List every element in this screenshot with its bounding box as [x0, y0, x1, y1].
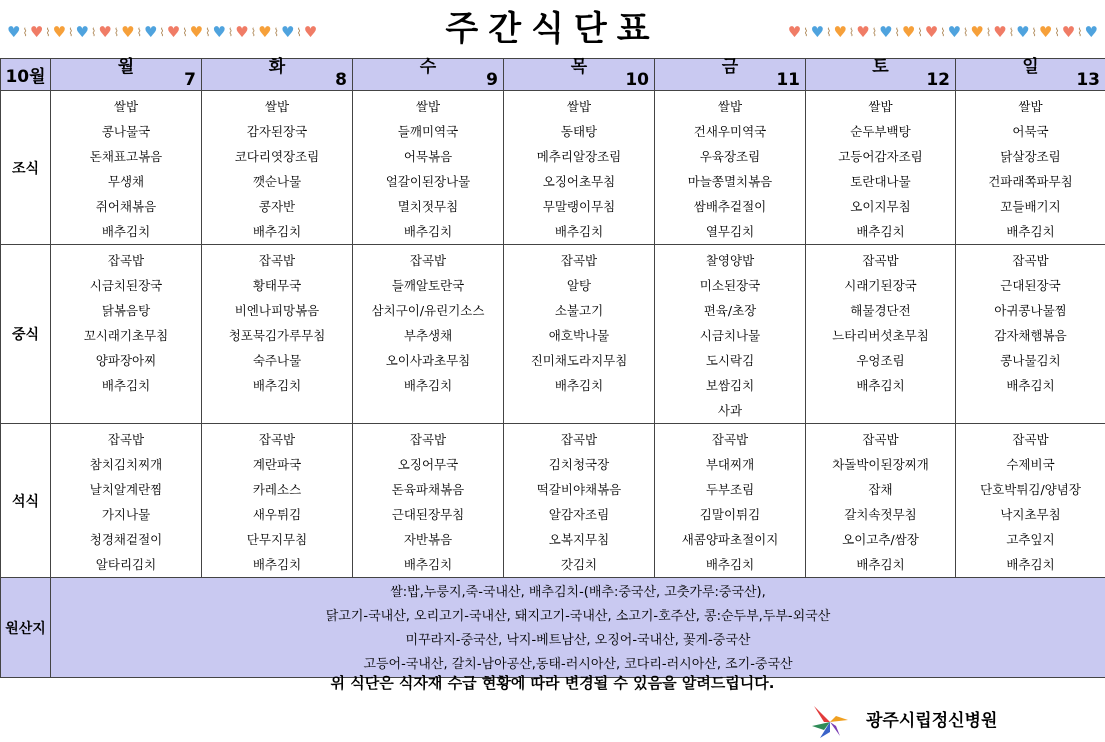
menu-cell — [655, 424, 806, 578]
menu-item: 잡채 — [868, 482, 893, 497]
menu-item: 단무지무침 — [246, 532, 308, 547]
menu-item: 청포묵김가루무침 — [228, 328, 326, 343]
meal-label: 중식 — [1, 245, 51, 424]
origin-line: 미꾸라지-중국산, 낙지-베트남산, 오징어-국내산, 꽃게-중국산 — [405, 633, 751, 648]
menu-item: 자반볶음 — [403, 532, 453, 547]
hospital-name: 광주시립정신병원 — [866, 711, 998, 731]
day-header-thu — [504, 59, 655, 91]
menu-item: 차돌박이된장찌개 — [832, 457, 929, 472]
menu-item: 무말랭이무침 — [542, 199, 616, 214]
menu-cell — [51, 91, 202, 245]
menu-item: 청경채겉절이 — [89, 532, 163, 547]
day-header-tue — [202, 59, 353, 91]
menu-item: 닭살장조림 — [1000, 149, 1061, 164]
meal-label: 조식 — [1, 91, 51, 245]
menu-item: 잡곡밥 — [409, 432, 447, 447]
menu-item: 배추김치 — [554, 224, 604, 239]
menu-cell — [51, 245, 202, 424]
menu-item: 배추김치 — [856, 557, 905, 572]
menu-cell — [353, 91, 504, 245]
day-header-sat — [806, 59, 956, 91]
menu-item: 삼치구이/유린기소스 — [371, 303, 485, 318]
menu-item: 잡곡밥 — [1012, 432, 1049, 447]
menu-item: 가지나물 — [101, 507, 151, 522]
menu-item: 떡갈비야채볶음 — [536, 482, 622, 497]
menu-item: 진미채도라지무침 — [530, 353, 628, 368]
menu-item: 근대된장무침 — [391, 507, 465, 522]
menu-item: 편육/초장 — [703, 303, 757, 318]
notice-text: 위 식단은 식자재 수급 현황에 따라 변경될 수 있음을 알려드립니다. — [330, 674, 775, 692]
day-name: 화 — [268, 57, 286, 77]
menu-item: 배추김치 — [1006, 557, 1055, 572]
menu-item: 돈육파채볶음 — [391, 482, 465, 497]
menu-item: 쥐어채볶음 — [95, 199, 157, 214]
menu-cell — [806, 245, 956, 424]
menu-item: 두부조림 — [705, 482, 755, 497]
menu-item: 건파래쪽파무침 — [988, 174, 1073, 189]
menu-item: 잡곡밥 — [107, 432, 145, 447]
menu-cell — [655, 91, 806, 245]
menu-item: 배추김치 — [856, 378, 905, 393]
menu-item: 수제비국 — [1006, 457, 1055, 472]
menu-item: 사과 — [717, 403, 743, 418]
menu-item: 잡곡밥 — [409, 253, 447, 268]
menu-item: 우육장조림 — [699, 149, 761, 164]
menu-item: 오징어초무침 — [542, 174, 616, 189]
heart-garland-right-icon: ♥ ⌇ ♥ ⌇ ♥ ⌇ ♥ ⌇ ♥ ⌇ ♥ ⌇ ♥ ⌇ ♥ ⌇ ♥ ⌇ ♥ ⌇ ♥ ⌇ ♥ ⌇ ♥ ⌇ ♥ — [787, 22, 1098, 41]
origin-line: 닭고기-국내산, 오리고기-국내산, 돼지고기-국내산, 소고기-호주산, 콩:순두부,두부-외국산 — [325, 609, 831, 624]
menu-item: 잡곡밥 — [560, 253, 598, 268]
origin-line: 쌀:밥,누룽지,죽-국내산, 배추김치-(배추:중국산, 고춧가루:중국산), — [390, 585, 766, 600]
menu-item: 김말이튀김 — [699, 507, 761, 522]
day-name: 금 — [721, 57, 739, 77]
menu-item: 잡곡밥 — [107, 253, 145, 268]
menu-item: 마늘쫑멸치볶음 — [687, 174, 773, 189]
page-title: 주간식단표 — [445, 9, 660, 49]
meal-row-dinner — [1, 424, 1105, 578]
menu-item: 배추김치 — [101, 224, 151, 239]
day-name: 토 — [872, 57, 889, 77]
menu-item: 쌀밥 — [717, 99, 743, 114]
day-header-wed — [353, 59, 504, 91]
menu-item: 근대된장국 — [1000, 278, 1061, 293]
day-date: 12 — [926, 70, 950, 90]
menu-item: 메추리알장조림 — [536, 149, 622, 164]
menu-item: 양파장아찌 — [95, 353, 157, 368]
menu-item: 쌀밥 — [113, 99, 139, 114]
menu-item: 배추김치 — [403, 378, 453, 393]
menu-cell — [655, 245, 806, 424]
menu-item: 잡곡밥 — [711, 432, 749, 447]
menu-item: 배추김치 — [101, 378, 151, 393]
day-date: 7 — [184, 70, 196, 90]
menu-cell — [202, 91, 353, 245]
menu-item: 새콤양파초절이지 — [681, 532, 779, 547]
menu-item: 참치김치찌개 — [89, 457, 163, 472]
menu-item: 보쌈김치 — [705, 378, 755, 393]
menu-item: 토란대나물 — [850, 174, 911, 189]
menu-item: 오복지무침 — [548, 532, 610, 547]
menu-item: 잡곡밥 — [258, 432, 296, 447]
day-header-mon — [51, 59, 202, 91]
menu-item: 미소된장국 — [699, 278, 761, 293]
menu-item: 도시락김 — [705, 353, 755, 368]
menu-cell — [806, 424, 956, 578]
menu-item: 카레소스 — [252, 482, 302, 497]
menu-item: 알감자조림 — [548, 507, 610, 522]
menu-item: 동태탕 — [560, 124, 598, 139]
menu-cell — [956, 245, 1105, 424]
menu-item: 배추김치 — [403, 557, 453, 572]
menu-item: 시금치나물 — [699, 328, 761, 343]
menu-item: 어묵볶음 — [403, 149, 453, 164]
menu-item: 배추김치 — [705, 557, 755, 572]
day-name: 수 — [419, 57, 437, 77]
menu-cell — [353, 424, 504, 578]
origin-line: 고등어-국내산, 갈치-남아공산,동태-러시아산, 코다리-러시아산, 조기-중국산 — [363, 657, 793, 672]
menu-item: 돈채표고볶음 — [89, 149, 163, 164]
menu-cell — [504, 424, 655, 578]
meal-label: 석식 — [1, 424, 51, 578]
heart-garland-left-icon: ♥ ⌇ ♥ ⌇ ♥ ⌇ ♥ ⌇ ♥ ⌇ ♥ ⌇ ♥ ⌇ ♥ ⌇ ♥ ⌇ ♥ ⌇ ♥ ⌇ ♥ ⌇ ♥ ⌇ ♥ — [7, 22, 318, 41]
menu-item: 시래기된장국 — [844, 278, 917, 293]
menu-item: 잡곡밥 — [1012, 253, 1049, 268]
menu-item: 배추김치 — [1006, 378, 1055, 393]
menu-item: 꼬들배기지 — [1000, 199, 1061, 214]
menu-item: 깻순나물 — [252, 174, 302, 189]
menu-item: 고추잎지 — [1006, 532, 1055, 547]
menu-cell — [956, 91, 1105, 245]
menu-item: 오징어무국 — [397, 457, 459, 472]
menu-cell — [806, 91, 956, 245]
menu-item: 황태무국 — [252, 278, 302, 293]
menu-cell — [956, 424, 1105, 578]
menu-cell — [51, 424, 202, 578]
menu-item: 찰영양밥 — [705, 253, 755, 268]
menu-item: 꼬시래기초무침 — [83, 328, 169, 343]
menu-item: 갈치속젓무침 — [844, 507, 917, 522]
menu-item: 얼갈이된장나물 — [385, 174, 471, 189]
day-name: 목 — [570, 57, 588, 77]
menu-item: 오이고추/쌈장 — [842, 532, 919, 547]
menu-item: 시금치된장국 — [89, 278, 163, 293]
day-date: 11 — [776, 70, 800, 90]
origin-info — [51, 578, 1105, 678]
menu-item: 알탕 — [566, 278, 592, 293]
menu-item: 날치알계란찜 — [89, 482, 163, 497]
menu-item: 순두부백탕 — [850, 124, 911, 139]
meal-row-breakfast — [1, 91, 1105, 245]
menu-item: 느타리버섯초무침 — [832, 328, 929, 343]
menu-item: 쌀밥 — [868, 99, 893, 114]
menu-item: 오이사과초무침 — [385, 353, 471, 368]
menu-item: 잡곡밥 — [862, 432, 899, 447]
month-label: 10월 — [1, 59, 51, 91]
menu-item: 해물경단전 — [850, 303, 911, 318]
menu-item: 부대찌개 — [705, 457, 755, 472]
menu-cell — [504, 91, 655, 245]
menu-cell — [202, 245, 353, 424]
origin-label: 원산지 — [1, 578, 51, 678]
menu-item: 배추김치 — [252, 557, 302, 572]
menu-item: 잡곡밥 — [862, 253, 899, 268]
menu-item: 우엉조림 — [856, 353, 905, 368]
menu-item: 배추김치 — [252, 378, 302, 393]
menu-item: 쌀밥 — [264, 99, 290, 114]
day-header-row — [1, 59, 1105, 91]
menu-item: 계란파국 — [252, 457, 302, 472]
menu-item: 잡곡밥 — [258, 253, 296, 268]
menu-item: 건새우미역국 — [693, 124, 767, 139]
menu-item: 부추생채 — [403, 328, 453, 343]
menu-item: 고등어감자조림 — [838, 149, 923, 164]
day-date: 13 — [1076, 70, 1100, 90]
menu-item: 콩나물김치 — [1000, 353, 1061, 368]
menu-item: 어묵국 — [1012, 124, 1049, 139]
day-header-sun — [956, 59, 1105, 91]
menu-item: 배추김치 — [856, 224, 905, 239]
menu-item: 애호박나물 — [548, 328, 610, 343]
menu-item: 쌀밥 — [415, 99, 441, 114]
menu-item: 콩자반 — [258, 199, 296, 214]
menu-item: 멸치젓무침 — [397, 199, 459, 214]
menu-item: 무생채 — [107, 174, 145, 189]
menu-item: 비엔나피망볶음 — [234, 303, 320, 318]
menu-item: 갓김치 — [560, 557, 598, 572]
day-date: 9 — [486, 70, 498, 90]
menu-item: 쌀밥 — [566, 99, 592, 114]
menu-item: 숙주나물 — [252, 353, 302, 368]
menu-cell — [202, 424, 353, 578]
day-date: 10 — [625, 70, 649, 90]
menu-item: 낙지초무침 — [1000, 507, 1061, 522]
menu-item: 김치청국장 — [548, 457, 610, 472]
weekly-menu-table — [0, 58, 1105, 678]
menu-item: 들깨알토란국 — [391, 278, 465, 293]
menu-item: 아귀콩나물찜 — [994, 303, 1067, 318]
menu-item: 배추김치 — [403, 224, 453, 239]
menu-item: 닭볶음탕 — [101, 303, 151, 318]
menu-item: 잡곡밥 — [560, 432, 598, 447]
menu-item: 콩나물국 — [101, 124, 151, 139]
meal-row-lunch — [1, 245, 1105, 424]
day-date: 8 — [335, 70, 347, 90]
menu-cell — [353, 245, 504, 424]
menu-item: 배추김치 — [554, 378, 604, 393]
menu-item: 열무김치 — [705, 224, 755, 239]
menu-item: 알타리김치 — [95, 557, 157, 572]
menu-item: 소불고기 — [554, 303, 604, 318]
menu-item: 쌀밥 — [1018, 99, 1043, 114]
menu-item: 배추김치 — [252, 224, 302, 239]
menu-item: 쌈배추겉절이 — [693, 199, 767, 214]
menu-item: 감자채햄볶음 — [994, 328, 1067, 343]
menu-item: 오이지무침 — [850, 199, 911, 214]
menu-item: 배추김치 — [1006, 224, 1055, 239]
day-name: 일 — [1022, 57, 1039, 77]
menu-item: 감자된장국 — [246, 124, 308, 139]
menu-item: 단호박튀김/양념장 — [980, 482, 1081, 497]
menu-item: 들깨미역국 — [397, 124, 459, 139]
hospital-logo-icon — [810, 700, 850, 740]
menu-item: 코다리엿장조림 — [234, 149, 320, 164]
day-header-fri — [655, 59, 806, 91]
origin-row — [1, 578, 1105, 678]
day-name: 월 — [117, 57, 135, 77]
page-header — [0, 0, 1105, 58]
menu-cell — [504, 245, 655, 424]
menu-item: 새우튀김 — [252, 507, 302, 522]
